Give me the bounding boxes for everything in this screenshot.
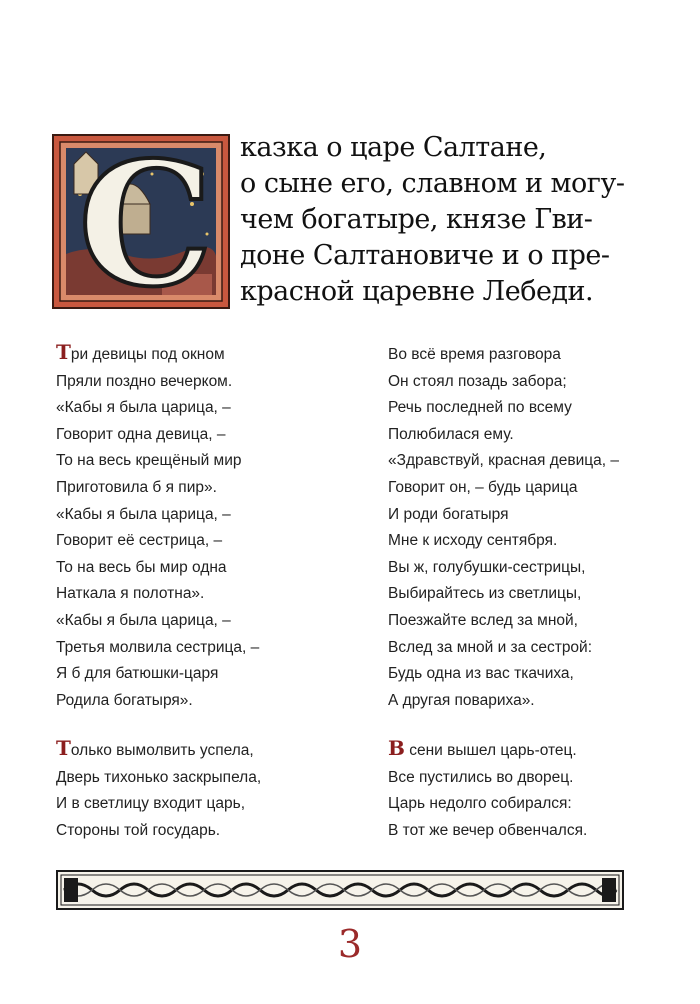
ornament-band xyxy=(56,870,624,910)
verse-line xyxy=(388,738,587,765)
page-number: 3 xyxy=(337,922,363,966)
stanza xyxy=(388,342,688,714)
verse-line: Пряли поздно вечерком. xyxy=(56,372,233,390)
verse-line: Выбирайтесь из светлицы, xyxy=(388,585,582,603)
verse-line: Говорит он, – будь царица xyxy=(388,478,578,496)
verse-line: Вслед за мной и за сестрой: xyxy=(388,638,593,656)
verse-line: «Кабы я была царица, – xyxy=(56,611,231,629)
verse-line: «Кабы я была царица, – xyxy=(56,505,231,523)
title-line: казка о царе Салтане, xyxy=(240,132,547,163)
verse-line: Я б для батюшки-царя xyxy=(56,665,219,683)
title-line: красной царевне Лебеди. xyxy=(240,276,594,307)
verse-line: Наткала я полотна». xyxy=(56,585,205,603)
verse-line: Говорит её сестрица, – xyxy=(56,532,223,550)
stanza xyxy=(56,342,356,714)
verse-line: Полюбилася ему. xyxy=(388,425,514,443)
verse-line: Царь недолго собирался: xyxy=(388,795,572,813)
verse-text: олько вымолвить успела, xyxy=(70,742,254,759)
verse-text: ри девицы под окном xyxy=(70,346,225,363)
verse-line: Говорит одна девица, – xyxy=(56,425,226,443)
title-block xyxy=(52,130,652,315)
left-column xyxy=(56,340,356,839)
verse-line: Все пустились во дворец. xyxy=(388,768,574,786)
verse-line: Речь последней по всему xyxy=(388,399,572,417)
verse-text: сени вышел царь-отец. xyxy=(404,742,577,759)
verse-line: То на весь бы мир одна xyxy=(56,558,227,576)
verse-line xyxy=(56,738,261,765)
verse-line: Во всё время разговора xyxy=(388,346,561,363)
drop-cap: В xyxy=(388,736,405,760)
verse-line: Будь одна из вас ткачиха, xyxy=(388,665,574,683)
verse-line: «Кабы я была царица, – xyxy=(56,399,231,417)
illuminated-initial xyxy=(52,134,230,309)
title-line: о сыне его, славном и могу- xyxy=(240,168,625,199)
verse-line: Поезжайте вслед за мной, xyxy=(388,611,578,629)
verse-line: То на весь крещёный мир xyxy=(56,452,242,470)
verse-line: Дверь тихонько заскрыпела, xyxy=(56,768,262,786)
right-column xyxy=(388,342,688,839)
verse-line: Родила богатыря». xyxy=(56,691,193,709)
verse-line: Стороны той государь. xyxy=(56,821,221,839)
title-line: чем богатыре, князе Гви- xyxy=(240,204,593,235)
drop-cap: Т xyxy=(56,736,71,760)
verse-line: В тот же вечер обвенчался. xyxy=(388,821,588,839)
verse-line: Мне к исходу сентября. xyxy=(388,532,558,550)
initial-letter: С xyxy=(78,134,214,309)
verse-line: Третья молвила сестрица, – xyxy=(56,638,260,656)
verse-line: И в светлицу входит царь, xyxy=(56,795,245,813)
verse-line: А другая повариха». xyxy=(388,691,535,709)
drop-cap: Т xyxy=(56,340,71,364)
stanza xyxy=(388,738,587,844)
title-line: доне Салтановиче и о пре- xyxy=(240,240,610,271)
verse-line: «Здравствуй, красная девица, – xyxy=(388,452,620,470)
stanza xyxy=(56,738,261,844)
verse-line: Приготовила б я пир». xyxy=(56,478,217,496)
title-text xyxy=(240,130,650,310)
verse-line: Вы ж, голубушки-сестрицы, xyxy=(388,558,586,576)
verse-line: Он стоял позадь забора; xyxy=(388,372,567,390)
verse-line xyxy=(56,342,356,369)
verse-line: И роди богатыря xyxy=(388,505,509,523)
